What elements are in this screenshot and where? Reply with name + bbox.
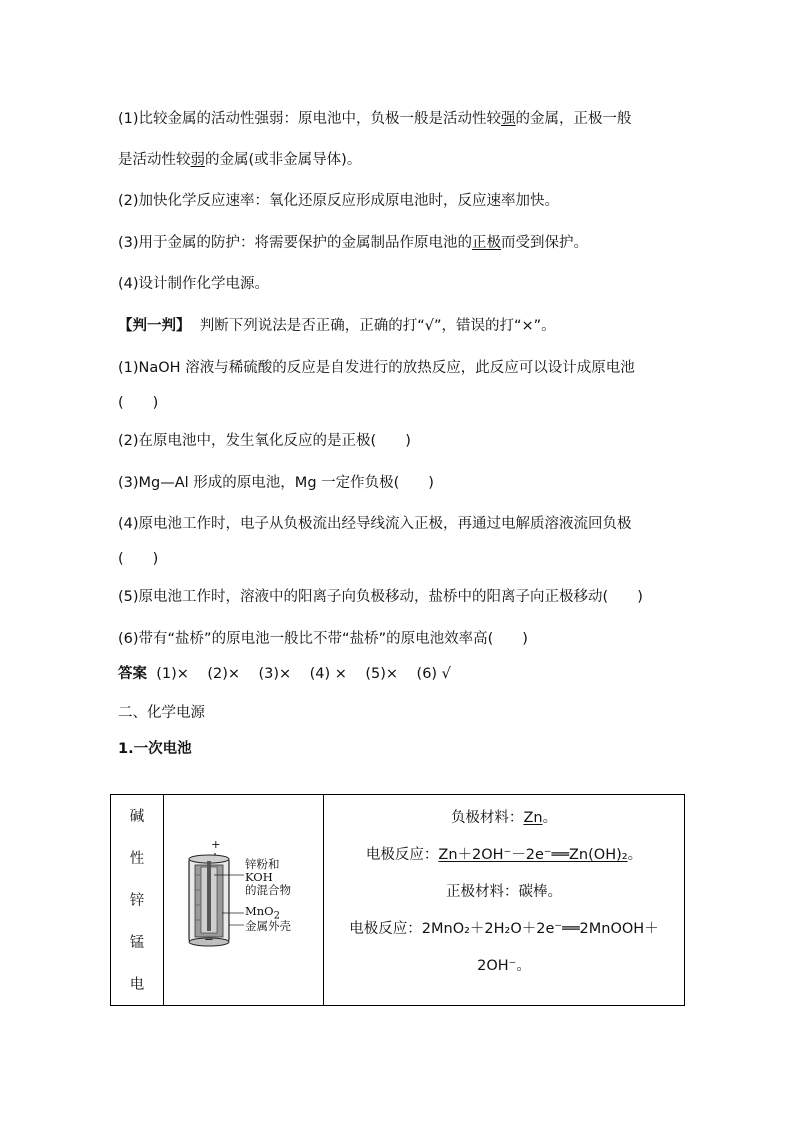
answer-item: (2)× [207,666,241,682]
battery-diagram [164,795,323,1001]
judge-question-6: (6)带有“盐桥”的原电池一般比不带“盐桥”的原电池效率高( ) [118,631,528,647]
battery-desc-cell [324,795,685,1006]
judge-instruction: 判断下列说法是否正确，正确的打“√”，错误的打“×”。 [199,318,556,334]
battery-table [110,794,685,1006]
use-item-1-line1 [118,109,632,129]
negative-reaction: 电极反应：Zn＋2OH⁻－2e⁻══Zn(OH)₂。 [365,847,643,863]
figure-label-zinc-powder: 锌粉和 [245,857,280,871]
underlined-answer: 正极 [472,235,502,251]
use-item-1-line2 [118,150,361,170]
judge-question-4: (4)原电池工作时，电子从负极流出经导线流入正极，再通过电解质溶液流回负极 [118,516,632,532]
judge-question-1-blank: ( ) [118,395,159,411]
use-item-3-prefix: (3)用于金属的防护：将需要保护的金属制品作原电池的 [118,235,473,251]
judge-question-4-blank: ( ) [118,551,159,567]
judge-question-5: (5)原电池工作时，溶液中的阳离子向负极移动，盐桥中的阳离子向正极移动( ) [118,589,643,605]
use-item-1-mid: 的金属，正极一般 [515,111,632,127]
positive-reaction-line1: 电极反应：2MnO₂＋2H₂O＋2e⁻══2MnOOH＋ [349,921,659,937]
figure-label-shell: 金属外壳 [245,919,291,933]
battery-name-cell [111,795,164,1006]
negative-material: 负极材料：Zn。 [450,810,558,826]
positive-material: 正极材料：碳棒。 [446,884,562,900]
battery-name-char: 锰 [129,935,145,951]
battery-minus-label: − [204,932,214,946]
figure-label-mno2: MnO$_2$ [245,904,280,922]
underlined-answer: Zn＋2OH⁻－2e⁻══Zn(OH)₂ [438,847,628,863]
underlined-answer: 强 [501,111,516,127]
answer-label: 答案 [118,666,147,682]
battery-figure-cell [164,795,324,1006]
judge-question-3: (3)Mg—Al 形成的原电池，Mg 一定作负极( ) [118,475,434,491]
answer-item: (5)× [365,666,399,682]
battery-name-char: 性 [129,851,145,867]
answer-line [118,664,451,684]
judge-question-2: (2)在原电池中，发生氧化反应的是正极( ) [118,433,411,449]
underlined-answer: 弱 [190,152,205,168]
battery-plus-label: + [211,837,221,851]
underlined-answer: Zn [523,810,543,826]
use-item-1-line2-prefix: 是活动性较 [118,152,191,168]
use-item-1-line2-suffix: 的金属(或非金属导体)。 [205,152,362,168]
judge-heading: 【判一判】 [118,318,191,334]
answer-item: (1)× [156,666,189,682]
answer-item: (6) √ [416,666,451,682]
section-title: 二、化学电源 [118,705,205,721]
use-item-2: (2)加快化学反应速率：氧化还原反应形成原电池时，反应速率加快。 [118,193,560,209]
use-item-3-suffix: 而受到保护。 [501,235,589,251]
answer-item: (3)× [258,666,292,682]
battery-name-char: 碱 [129,809,145,825]
figure-label-mixture: 的混合物 [245,883,291,897]
positive-reaction-line2: 2OH⁻。 [477,958,531,974]
judge-question-1: (1)NaOH 溶液与稀硫酸的反应是自发进行的放热反应，此反应可以设计成原电池 [118,360,635,376]
use-item-4: (4)设计制作化学电源。 [118,276,270,292]
figure-label-koh: KOH [245,870,273,884]
battery-name-char: 锌 [129,893,145,909]
judge-instruction-line [118,316,556,336]
section-subtitle: 1.一次电池 [118,741,192,757]
answer-item: (4) × [309,666,347,682]
use-item-3 [118,233,588,253]
battery-name-char: 电 [129,977,145,993]
use-item-1-prefix: (1)比较金属的活动性强弱：原电池中，负极一般是活动性较 [118,111,502,127]
